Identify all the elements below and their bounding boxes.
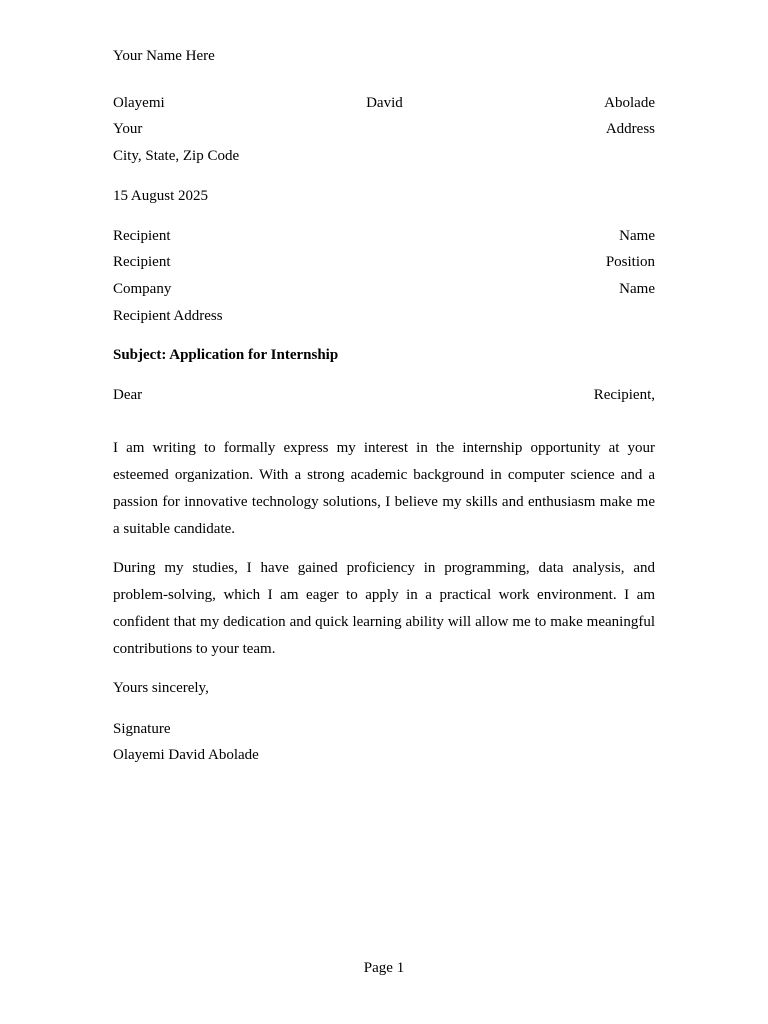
- signer-name: Olayemi David Abolade: [113, 747, 259, 763]
- sender-name-line: [113, 94, 655, 112]
- recipient-company-word-2: Name: [619, 281, 655, 297]
- letter-date: 15 August 2025: [113, 188, 209, 204]
- page-number: Page 1: [363, 960, 405, 976]
- body-paragraph-1: I am writing to formally express my interest in the internship opportunity at your esteemed organization. With a strong academic background in computer science and a passion for innovative technology solutions, I believe my skills and enthusiasm make me a suitable candidate.: [113, 440, 655, 537]
- salutation-word-1: Dear: [113, 387, 143, 403]
- sender-address-word-1: Your: [113, 121, 143, 137]
- body-paragraph-2: During my studies, I have gained proficiency in programming, data analysis, and problem-solving, which I am eager to apply in a practical work environment. I am confident that my dedication and quick learning ability will allow me to make meaningful contributions to your team.: [113, 560, 655, 657]
- recipient-company-word-1: Company: [113, 281, 172, 297]
- letter-subject: Subject: Application for Internship: [113, 347, 339, 363]
- sender-middle-name: David: [366, 95, 403, 111]
- recipient-company-line: [113, 280, 655, 298]
- salutation-word-2: Recipient,: [593, 387, 655, 403]
- recipient-address: Recipient Address: [113, 308, 223, 324]
- recipient-name-line: [113, 227, 655, 245]
- recipient-position-word-2: Position: [605, 254, 655, 270]
- closing-line: Yours sincerely,: [113, 680, 209, 696]
- recipient-name-word-1: Recipient: [113, 228, 171, 244]
- recipient-position-word-1: Recipient: [113, 254, 171, 270]
- sender-address-word-2: Address: [605, 121, 655, 137]
- recipient-position-line: [113, 253, 655, 271]
- sender-address-line: [113, 120, 655, 138]
- sender-city-line: City, State, Zip Code: [113, 148, 240, 164]
- salutation-line: [113, 386, 655, 404]
- placeholder-name: Your Name Here: [113, 48, 215, 64]
- signature-label: Signature: [113, 721, 171, 737]
- recipient-name-word-2: Name: [619, 228, 655, 244]
- sender-first-name: Olayemi: [113, 95, 165, 111]
- sender-last-name: Abolade: [604, 95, 655, 111]
